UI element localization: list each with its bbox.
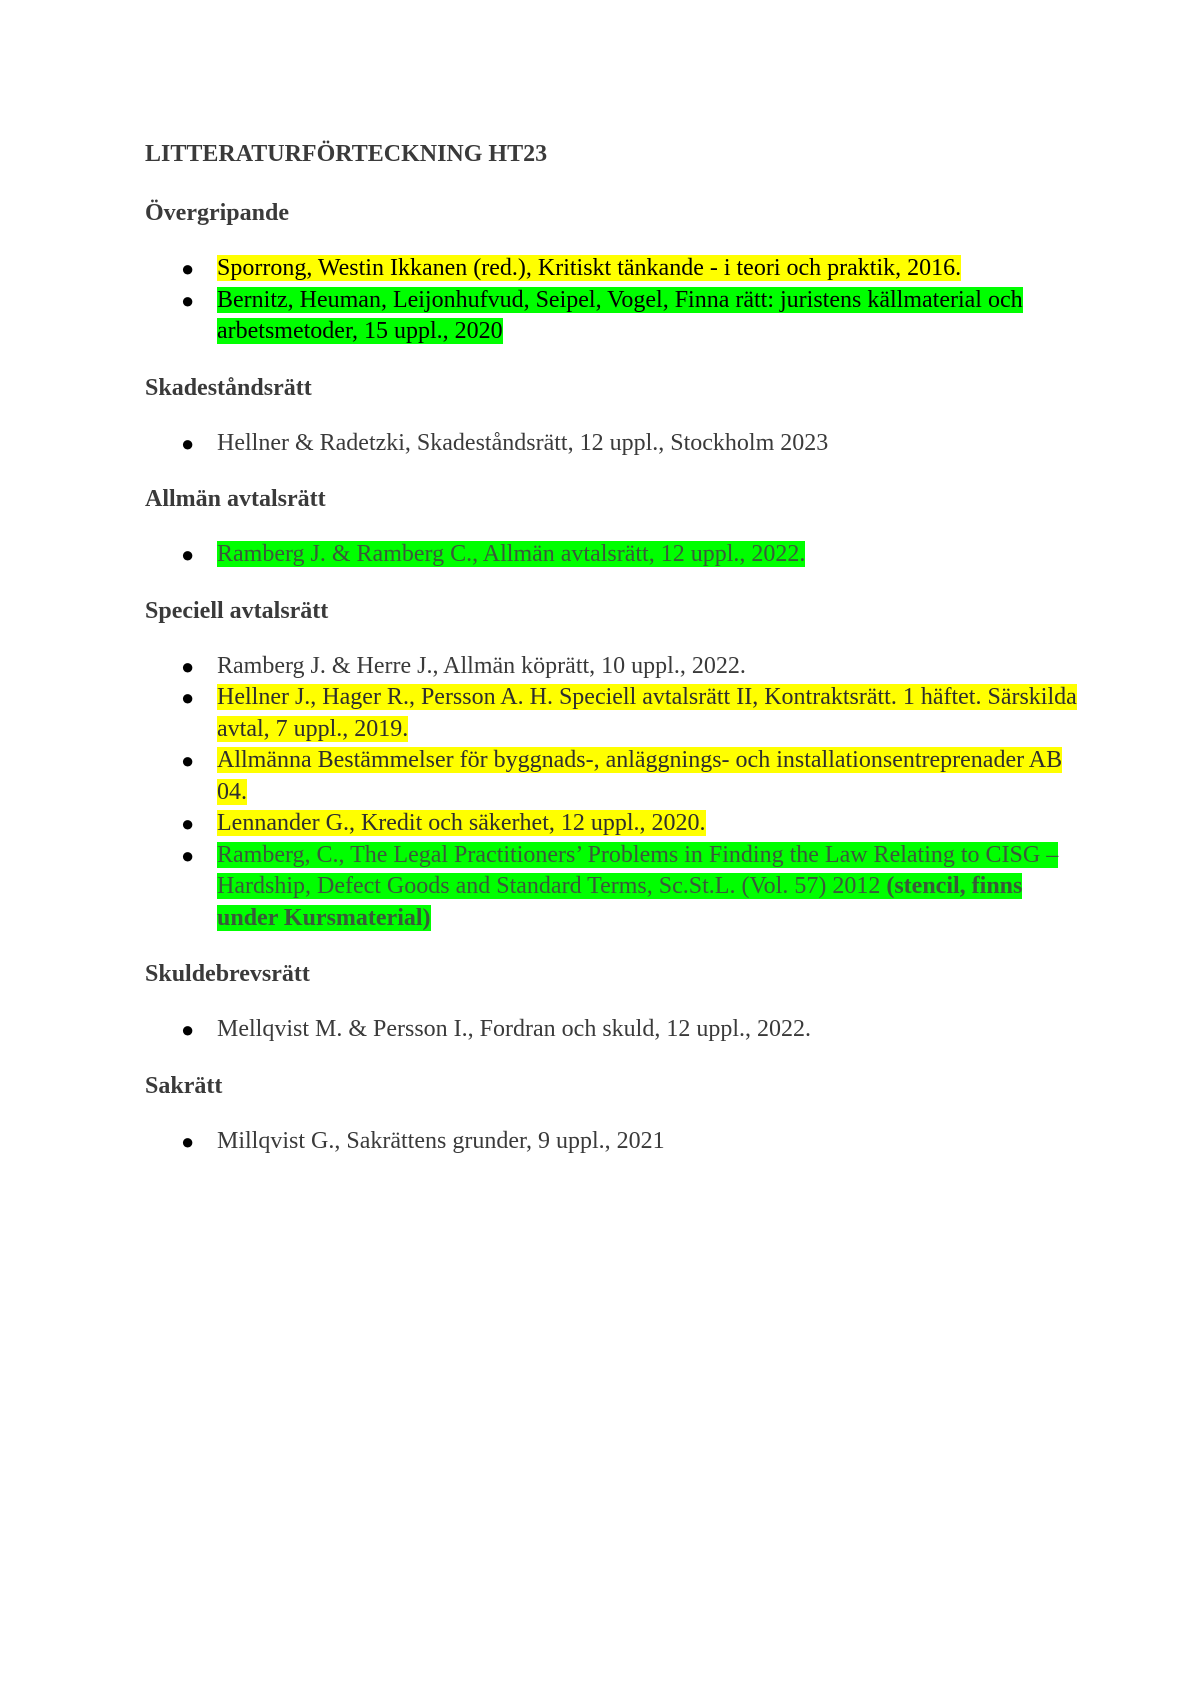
bullet-dot-icon: ● (181, 430, 195, 456)
section-speciell-avtalsratt (145, 597, 1085, 935)
document-title: LITTERATURFÖRTECKNING HT23 (145, 141, 548, 167)
reference-list (145, 539, 1085, 571)
reference-note: (stencil, finns under Kursmaterial) (217, 873, 1023, 931)
bullet-dot-icon: ● (181, 842, 195, 868)
list-item (145, 808, 1085, 840)
reference-text: Lennander G., Kredit och säkerhet, 12 uppl., 2020. (217, 810, 706, 836)
list-item (145, 428, 1085, 460)
list-item (145, 840, 1085, 935)
reference-list (145, 651, 1085, 935)
reference-text: Bernitz, Heuman, Leijonhufvud, Seipel, Vogel, Finna rätt: juristens källmaterial och arbetsmetoder, 15 uppl., 2020 (217, 286, 1023, 344)
list-item (145, 285, 1085, 348)
reference-text: Sporrong, Westin Ikkanen (red.), Kritiskt tänkande - i teori och praktik, 2016. (217, 255, 962, 281)
reference-text: Ramberg J. & Ramberg C., Allmän avtalsrätt, 12 uppl., 2022. (217, 541, 806, 567)
list-item (145, 253, 1085, 285)
list-item (145, 1126, 1085, 1158)
reference-text: Mellqvist M. & Persson I., Fordran och skuld, 12 uppl., 2022. (217, 1016, 811, 1042)
section-allman-avtalsratt (145, 485, 1085, 571)
list-item (145, 682, 1085, 745)
section-overgripande (145, 199, 1085, 348)
bullet-dot-icon: ● (181, 256, 195, 281)
bullet-dot-icon: ● (181, 653, 195, 679)
bullet-dot-icon: ● (181, 287, 195, 313)
bullet-dot-icon: ● (181, 1017, 195, 1042)
list-item (145, 539, 1085, 571)
reference-list (145, 428, 1085, 460)
section-sakratt (145, 1072, 1085, 1158)
list-item (145, 651, 1085, 683)
document-page (145, 140, 1085, 1183)
list-item (145, 745, 1085, 808)
reference-text: Ramberg J. & Herre J., Allmän köprätt, 10 uppl., 2022. (217, 652, 746, 679)
reference-text: Millqvist G., Sakrättens grunder, 9 uppl., 2021 (217, 1127, 665, 1154)
bullet-dot-icon: ● (181, 748, 195, 773)
section-heading: Skadeståndsrätt (145, 374, 312, 401)
bullet-dot-icon: ● (181, 811, 195, 836)
bullet-dot-icon: ● (181, 542, 195, 567)
list-item (145, 1014, 1085, 1046)
reference-text-main: Ramberg, C., The Legal Practitioners’ Problems in Finding the Law Relating to CISG – Hardship, Defect Goods and Standard Terms, Sc.St.L. (Vol. 57) 2012 (217, 841, 1059, 899)
bullet-dot-icon: ● (181, 1128, 195, 1154)
section-skadestandsratt (145, 374, 1085, 460)
section-heading: Skuldebrevsrätt (145, 961, 310, 987)
reference-text (217, 842, 1058, 931)
reference-text: Hellner J., Hager R., Persson A. H. Speciell avtalsrätt II, Kontraktsrätt. 1 häftet. Särskilda avtal, 7 uppl., 2019. (217, 684, 1077, 742)
bullet-dot-icon: ● (181, 685, 195, 710)
reference-text: Allmänna Bestämmelser för byggnads-, anläggnings- och installationsentreprenader AB 04. (217, 747, 1063, 805)
section-heading: Allmän avtalsrätt (145, 486, 326, 512)
reference-list (145, 1014, 1085, 1046)
section-heading: Sakrätt (145, 1072, 223, 1099)
section-heading: Övergripande (145, 200, 289, 226)
reference-list (145, 253, 1085, 348)
reference-list (145, 1126, 1085, 1158)
reference-text: Hellner & Radetzki, Skadeståndsrätt, 12 uppl., Stockholm 2023 (217, 429, 829, 456)
section-heading: Speciell avtalsrätt (145, 597, 329, 624)
section-skuldebrevsratt (145, 960, 1085, 1046)
